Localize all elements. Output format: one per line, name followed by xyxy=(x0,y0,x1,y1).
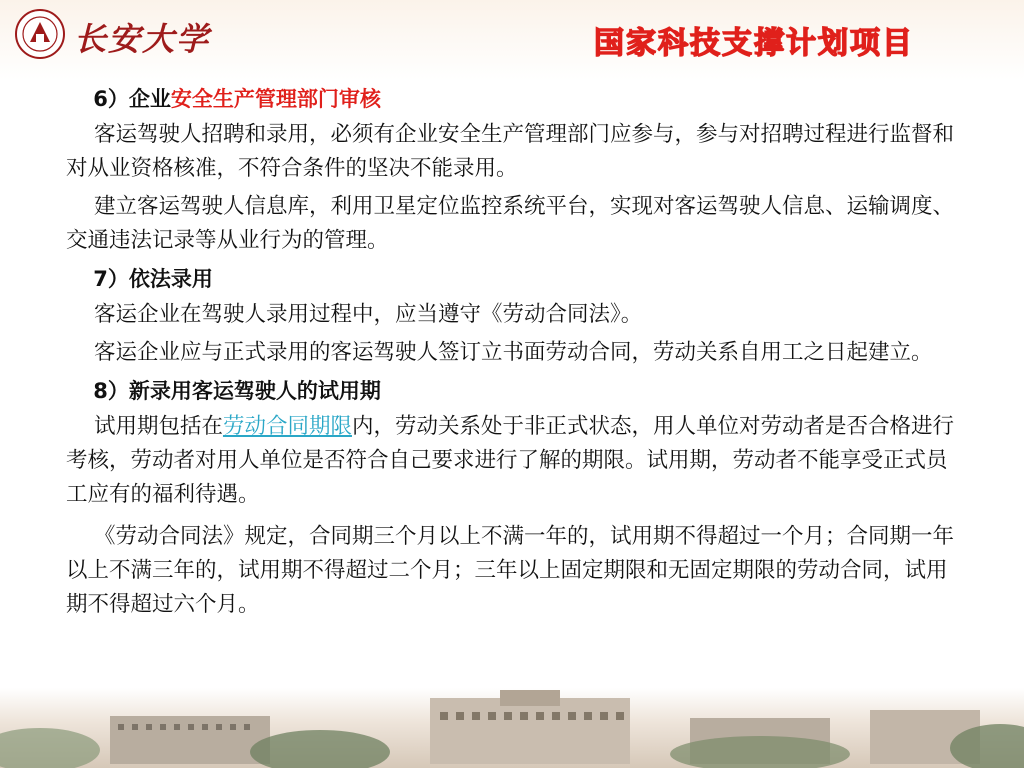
paragraph-database: 建立客运驾驶人信息库，利用卫星定位监控系统平台，实现对客运驾驶人信息、运输调度、交通违法记录等从业行为的管理。 xyxy=(66,194,954,253)
university-logo-text: 长安大学 xyxy=(74,20,211,58)
paragraph-labor-law: 客运企业在驾驶人录用过程中，应当遵守《劳动合同法》。 xyxy=(93,302,643,327)
section-6-number: 6）企业 xyxy=(93,87,171,111)
slide-content xyxy=(66,82,954,626)
paragraph-contract: 客运企业应与正式录用的客运驾驶人签订立书面劳动合同，劳动关系自用工之日起建立。 xyxy=(93,340,933,365)
section-8-heading: 8）新录用客运驾驶人的试用期 xyxy=(93,379,381,403)
section-6-highlight: 安全生产管理部门审核 xyxy=(170,87,381,111)
university-seal-icon xyxy=(14,8,66,60)
paragraph-probation-rules: 《劳动合同法》规定，合同期三个月以上不满一年的，试用期不得超过一个月；合同期一年以上不满三年的，试用期不得超过二个月；三年以上固定期限和无固定期限的劳动合同，试用期不得超过六个月。 xyxy=(66,524,954,617)
slide-header xyxy=(0,0,1024,80)
paragraph-probation xyxy=(66,410,954,512)
paragraph-recruitment: 客运驾驶人招聘和录用，必须有企业安全生产管理部门应参与，参与对招聘过程进行监督和对从业资格核准，不符合条件的坚决不能录用。 xyxy=(66,122,954,181)
campus-buildings-footer xyxy=(0,688,1024,768)
probation-text-pre: 试用期包括在 xyxy=(93,414,223,439)
section-6-heading xyxy=(66,82,954,116)
contract-term-link[interactable]: 劳动合同期限 xyxy=(222,414,352,439)
probation-text-post: 内，劳动关系处于非正式状态，用人单位对劳动者是否合格进行考核，劳动者对用人单位是否符合自己要求进行了解的期限。试用期，劳动者不能享受正式员工应有的福利待遇。 xyxy=(66,414,954,507)
project-title: 国家科技支撑计划项目 xyxy=(594,26,914,61)
section-7-heading: 7）依法录用 xyxy=(93,267,213,291)
